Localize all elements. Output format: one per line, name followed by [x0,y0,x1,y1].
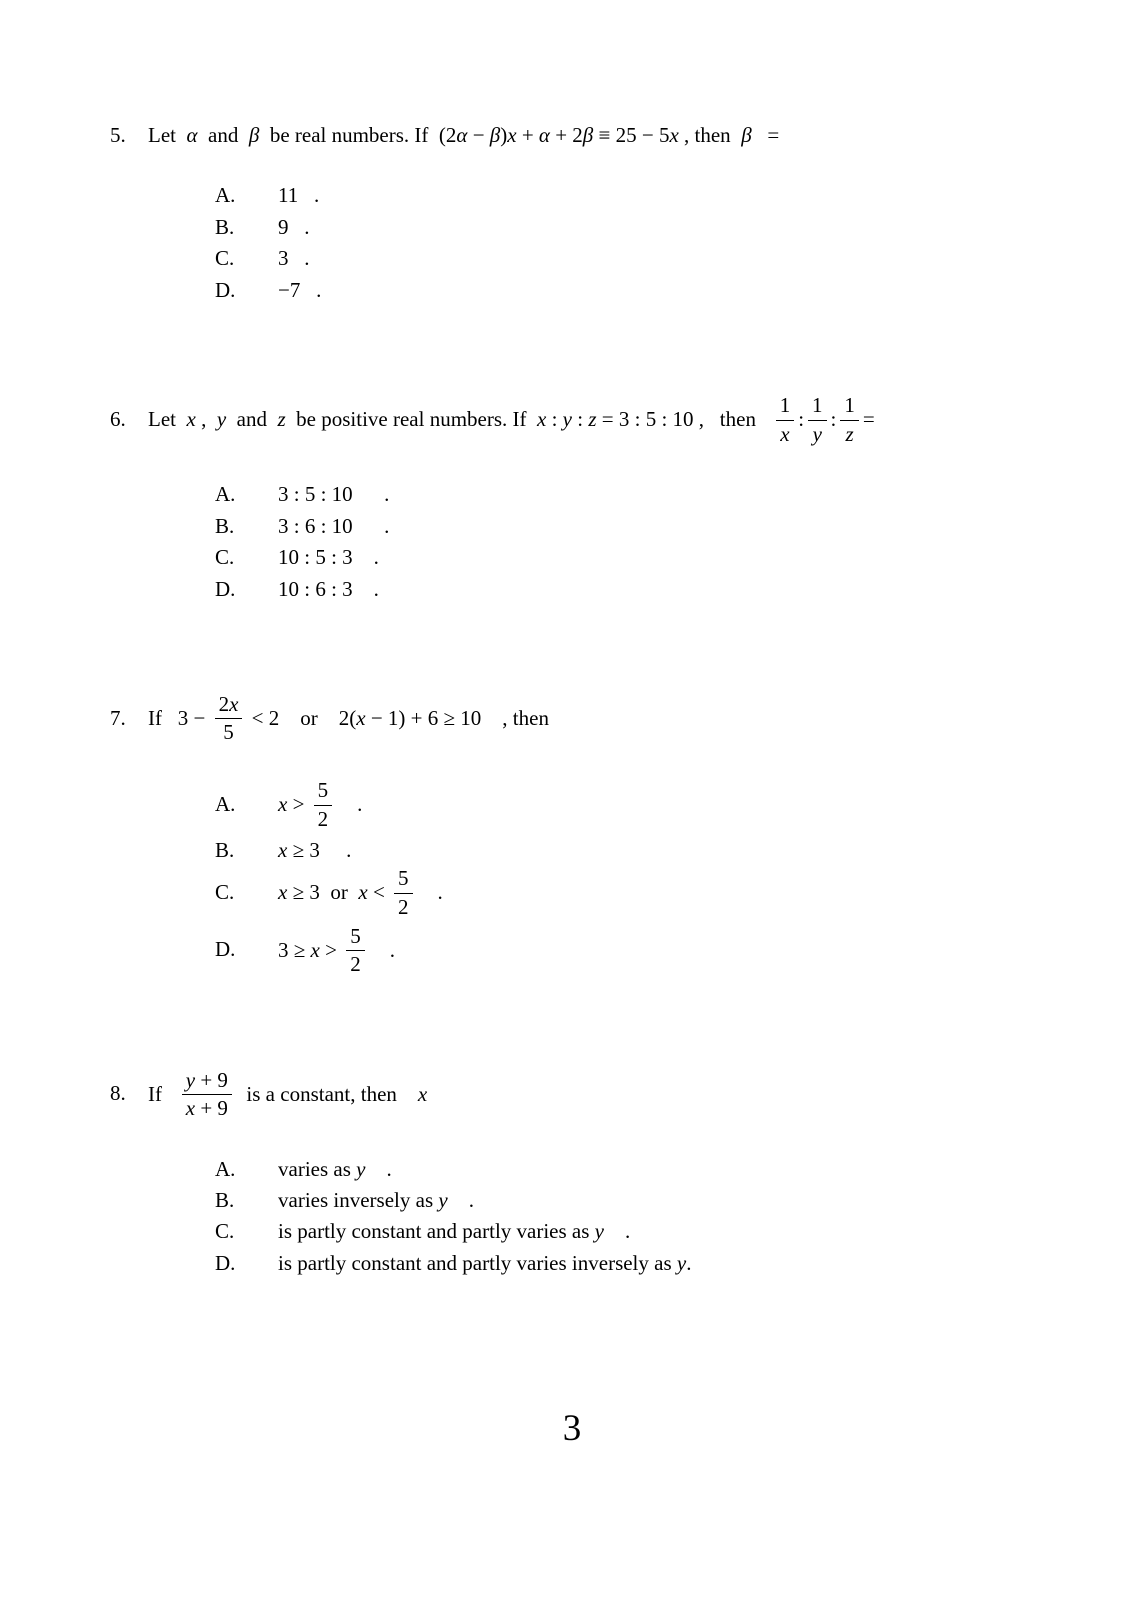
question [110,692,1044,980]
option-label: C. [215,1219,235,1244]
option-label: D. [215,576,236,601]
answer-option [215,1154,1044,1184]
question-stem: Let α and β be real numbers. If (2α − β)x + α + 2β ≡ 25 − 5x , then β = [148,123,780,147]
math-variable: z [277,407,286,432]
fraction-numerator: y + 9 [182,1068,232,1096]
math-variable: x [358,880,368,905]
math-variable: y [812,421,822,446]
math-variable: x [310,937,320,962]
math-variable: y [562,407,572,432]
answer-option [215,778,1044,834]
option-label: D. [215,937,236,962]
answer-option [215,1248,1044,1278]
answer-option [215,243,1044,273]
math-variable: x [229,691,239,716]
option-content: varies as y . [278,1156,392,1181]
option-content: 10 : 5 : 3 . [278,545,379,570]
option-label: B. [215,838,235,863]
option-content: 3 : 5 : 10 . [278,482,390,507]
fraction-numerator: 5 [314,778,333,806]
fraction-denominator: 2 [350,952,361,977]
option-content: 3 ≥ x > $\frac{5}{2}$ . [278,923,395,977]
math-variable: x [185,1096,196,1121]
math-variable: y [594,1219,604,1244]
math-variable: y [356,1156,366,1181]
fraction [808,393,827,446]
question-number: 8. [110,1081,126,1106]
question-options [110,778,1044,980]
option-content: x ≥ 3 or x < $\frac{5}{2}$ . [278,866,443,919]
math-variable: x [537,407,547,432]
answer-option [215,542,1044,572]
answer-option [215,1216,1044,1246]
fraction-numerator: 5 [394,866,413,894]
fraction [840,393,859,446]
math-variable: y [185,1067,196,1092]
math-variable: x [356,705,366,730]
fraction-numerator: 5 [346,924,365,952]
fraction [314,778,333,831]
option-label: D. [215,1250,236,1275]
math-variable: β [582,123,594,147]
question-options [110,1154,1044,1279]
question-stem: Let x , y and z be positive real numbers. If x : y : z = 3 : 5 : 10 , then $\frac{1}{x}$ : $\frac{1}{y}$ : $\frac{1}{z}$ = [148,393,875,446]
math-variable: x [186,407,196,432]
question [110,1068,1044,1279]
option-content: is partly constant and partly varies inversely as y. [278,1250,692,1275]
answer-option [215,275,1044,305]
answer-option [215,924,1044,980]
math-variable: x [780,421,790,446]
page-number: 3 [562,1408,582,1449]
question-stem-row [110,393,1044,449]
math-variable: β [741,123,752,147]
question-number: 7. [110,705,126,730]
option-label: A. [215,1156,236,1181]
option-label: B. [215,214,235,239]
option-label: A. [215,183,236,208]
math-variable: α [538,123,550,147]
fraction-denominator [776,421,795,447]
answer-option [215,574,1044,604]
option-content: x > $\frac{5}{2}$ . [278,778,363,831]
question-list [110,120,1044,1278]
math-variable: x [278,880,288,905]
option-label: B. [215,513,235,538]
question [110,393,1044,604]
question [110,120,1044,305]
question-stem-row [110,692,1044,748]
math-variable: z [845,421,854,446]
math-variable: x [278,791,288,816]
fraction-numerator: 1 [808,393,827,421]
option-content: x ≥ 3 . [278,838,352,863]
fraction-numerator: 2x [215,692,243,720]
fraction [394,866,413,919]
option-content: 10 : 6 : 3 . [278,576,379,601]
option-content: 3 . [278,246,310,271]
answer-option [215,866,1044,922]
question-number: 6. [110,407,126,432]
option-label: A. [215,482,236,507]
fraction-denominator [840,421,859,447]
math-variable: y [216,407,227,432]
question-stem: If 3 − $\frac{2x}{5}$ < 2 or 2(x − 1) + 6 ≥ 10 , then [148,691,549,745]
math-variable: x [507,123,517,147]
option-label: A. [215,791,236,816]
fraction-denominator: 2 [398,894,409,919]
option-content: 11 . [278,183,320,208]
answer-option [215,212,1044,242]
math-variable: β [248,123,260,147]
option-label: B. [215,1188,235,1212]
fraction-numerator: 1 [840,393,859,421]
fraction-numerator: 1 [776,393,795,421]
math-variable: y [438,1188,448,1212]
math-variable: α [186,123,198,147]
option-label: C. [215,880,235,905]
fraction-denominator: x + 9 [185,1096,228,1121]
answer-option [215,180,1044,210]
question-number: 5. [110,123,126,147]
option-label: C. [215,246,235,271]
fraction [215,692,243,745]
fraction [346,924,365,977]
question-options [110,479,1044,604]
answer-option [215,835,1044,865]
math-variable: x [417,1081,428,1106]
fraction [182,1068,232,1121]
answer-option [215,1185,1044,1215]
option-label: D. [215,277,236,302]
fraction-denominator: 5 [223,720,234,745]
option-content: −7 . [278,277,322,302]
question-stem-row [110,120,1044,150]
option-label: C. [215,545,235,570]
fraction-denominator: 2 [317,806,329,831]
option-content: 3 : 6 : 10 . [278,513,390,538]
question-stem: If $\frac{y + 9}{x + 9}$ is a constant, then x [148,1067,428,1121]
option-content: varies inversely as y . [278,1188,474,1212]
answer-option [215,511,1044,541]
fraction [776,393,795,446]
math-variable: x [278,838,288,863]
math-variable: x [669,123,679,147]
question-stem-row [110,1068,1044,1124]
math-variable: α [456,123,468,147]
math-variable: β [489,123,501,147]
option-content: is partly constant and partly varies as y . [278,1219,631,1244]
answer-option [215,479,1044,509]
fraction-denominator [808,421,827,447]
option-content: 9 . [278,214,310,239]
question-options [110,180,1044,305]
math-variable: y [676,1250,687,1275]
math-variable: z [588,407,597,432]
